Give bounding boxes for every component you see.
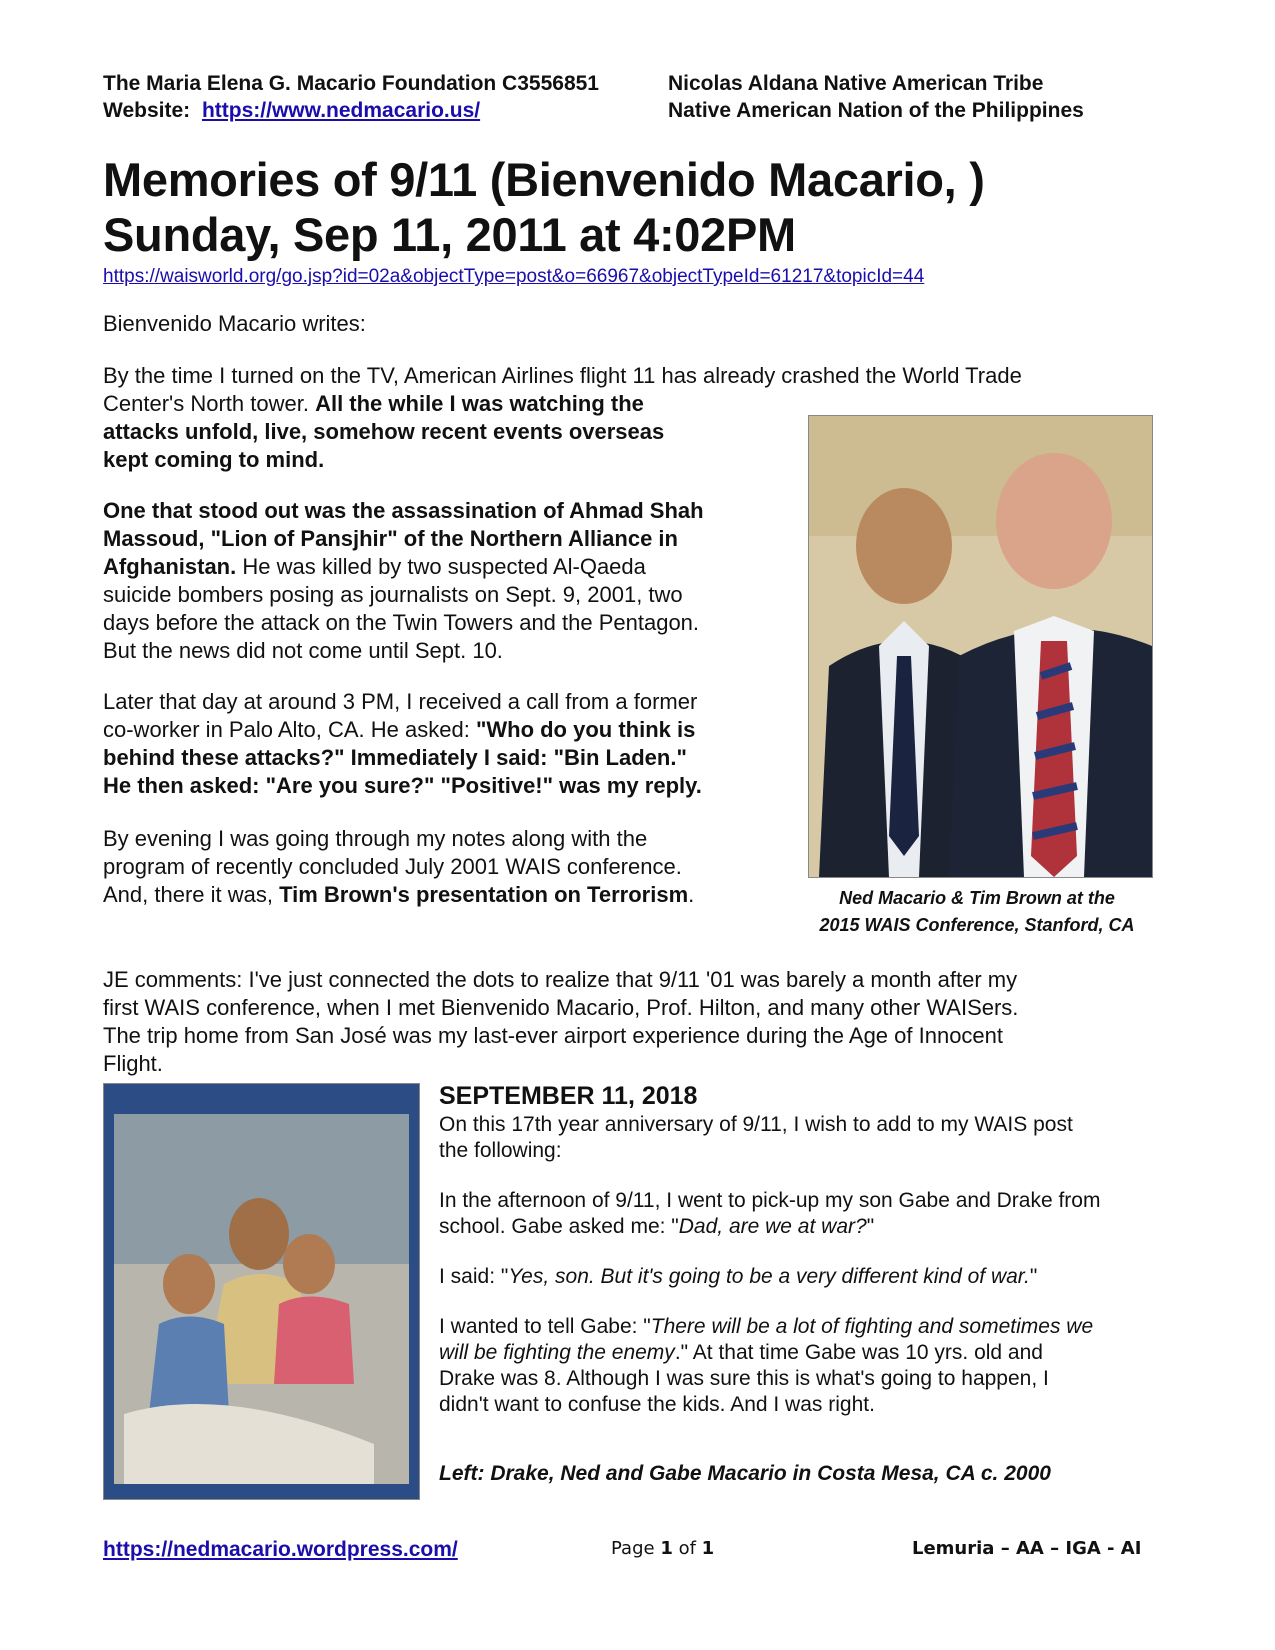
- p2-line-1: One that stood out was the assassination of Ahmad Shah: [103, 498, 704, 523]
- section-d-line-1: [439, 1314, 1159, 1340]
- p2-line-5: days before the attack on the Twin Towers and the Pentagon.: [103, 610, 700, 635]
- title-line-2: Sunday, Sep 11, 2011 at 4:02PM: [103, 208, 796, 261]
- photo-macario-brown: [808, 415, 1153, 878]
- nation-name: Native American Nation of the Philippines: [668, 99, 1084, 122]
- source-url[interactable]: [103, 266, 924, 288]
- je-line-2: first WAIS conference, when I met Bienvenido Macario, Prof. Hilton, and many other WAISers.: [103, 995, 1019, 1020]
- section-d-line-2-italic: will be fighting the enemy: [439, 1341, 675, 1364]
- footer-right-text: Lemuria – AA – IGA - AI: [912, 1538, 1142, 1559]
- photo-macario-family-illustration: [104, 1084, 419, 1499]
- photo2-caption: Left: Drake, Ned and Gabe Macario in Costa Mesa, CA c. 2000: [439, 1462, 1051, 1485]
- section-d-line-1-italic: There will be a lot of fighting and sometimes we: [650, 1315, 1094, 1338]
- section-b-line-2: [439, 1214, 1159, 1240]
- page-of: of: [672, 1538, 702, 1559]
- p3-line-1: Later that day at around 3 PM, I received a call from a former: [103, 689, 698, 714]
- p1-line-2: [103, 390, 1233, 418]
- page-title: [103, 152, 985, 262]
- p2-line-3-bold: Afghanistan.: [103, 554, 237, 579]
- p4-line-3-end: .: [688, 882, 695, 907]
- section-a-line-1: On this 17th year anniversary of 9/11, I wish to add to my WAIS post: [439, 1113, 1073, 1136]
- p1-line-1: By the time I turned on the TV, American Airlines flight 11 has already crashed the World Trade: [103, 363, 1022, 388]
- p3-line-2-plain: co-worker in Palo Alto, CA. He asked:: [103, 717, 476, 742]
- p2-line-2: Massoud, "Lion of Pansjhir" of the Northern Alliance in: [103, 526, 678, 551]
- p3-line-2: [103, 716, 783, 744]
- je-line-4: Flight.: [103, 1051, 163, 1076]
- photo-macario-family: [103, 1083, 420, 1500]
- section-b-line-2-end: ": [866, 1215, 875, 1238]
- p4-line-3: [103, 881, 783, 909]
- section-d-line-2: [439, 1340, 1159, 1366]
- section-d-line-2-plain: ." At that time Gabe was 10 yrs. old and: [674, 1341, 1043, 1364]
- footer-link[interactable]: https://nedmacario.wordpress.com/: [103, 1538, 458, 1561]
- section-d-line-4: didn't want to confuse the kids. And I was right.: [439, 1393, 875, 1416]
- section-heading: SEPTEMBER 11, 2018: [439, 1082, 698, 1110]
- p1-line-4: kept coming to mind.: [103, 447, 325, 472]
- website-label: Website:: [103, 99, 191, 122]
- paragraph-2: [103, 497, 783, 665]
- section-d-line-1-plain: I wanted to tell Gabe: ": [439, 1315, 651, 1338]
- p2-line-6: But the news did not come until Sept. 10.: [103, 638, 503, 663]
- je-line-1: JE comments: I've just connected the dots to realize that 9/11 '01 was barely a month after my: [103, 967, 1018, 992]
- paragraph-4: [103, 825, 783, 909]
- p4-line-2: program of recently concluded July 2001 WAIS conference.: [103, 854, 682, 879]
- p1-line-2-plain: Center's North tower.: [103, 391, 316, 416]
- photo-macario-brown-illustration: [809, 416, 1152, 877]
- p4-line-3-bold: Tim Brown's presentation on Terrorism: [279, 882, 689, 907]
- photo1-caption: [782, 885, 1172, 939]
- section-c-plain: I said: ": [439, 1265, 509, 1288]
- footer-link-wrap[interactable]: [103, 1538, 458, 1562]
- section-c-line: [439, 1264, 1159, 1290]
- section-c-end: ": [1029, 1265, 1038, 1288]
- section-b-line-2-italic: Dad, are we at war?: [678, 1215, 867, 1238]
- tribe-name: Nicolas Aldana Native American Tribe: [668, 72, 1044, 95]
- p4-line-3-plain: And, there it was,: [103, 882, 280, 907]
- website-link[interactable]: https://www.nedmacario.us/: [201, 99, 481, 122]
- p2-line-3-plain: He was killed by two suspected Al-Qaeda: [236, 554, 646, 579]
- section-b-line-2-plain: school. Gabe asked me: ": [439, 1215, 679, 1238]
- page-prefix: Page: [611, 1538, 661, 1559]
- section-d-line-3: Drake was 8. Although I was sure this is what's going to happen, I: [439, 1367, 1049, 1390]
- p3-line-4: He then asked: "Are you sure?" "Positive!" was my reply.: [103, 773, 702, 798]
- page-number: [611, 1538, 714, 1559]
- section-b-line-1: In the afternoon of 9/11, I went to pick-up my son Gabe and Drake from: [439, 1189, 1101, 1212]
- photo1-caption-line-2: 2015 WAIS Conference, Stanford, CA: [819, 915, 1135, 935]
- je-line-3: The trip home from San José was my last-ever airport experience during the Age of Innocent: [103, 1023, 1004, 1048]
- section-a-line-2: the following:: [439, 1139, 562, 1162]
- website-line: [103, 97, 480, 124]
- intro-text: Bienvenido Macario writes:: [103, 311, 366, 336]
- p3-line-3: behind these attacks?" Immediately I said: "Bin Laden.": [103, 745, 687, 770]
- section-c-italic: Yes, son. But it's going to be a very different kind of war.: [508, 1265, 1030, 1288]
- p2-line-3: [103, 553, 783, 581]
- p4-line-1: By evening I was going through my notes along with the: [103, 826, 648, 851]
- p1-line-2-bold: All the while I was watching the: [315, 391, 644, 416]
- section-body: [439, 1112, 1159, 1418]
- foundation-name: The Maria Elena G. Macario Foundation C3556851: [103, 72, 599, 95]
- source-url-link[interactable]: https://waisworld.org/go.jsp?id=02a&objectType=post&o=66967&objectTypeId=61217&topicId=44: [103, 266, 925, 287]
- photo1-caption-line-1: Ned Macario & Tim Brown at the: [839, 888, 1115, 908]
- je-comments: [103, 966, 1243, 1078]
- page-total: 1: [701, 1538, 715, 1559]
- p3-line-2-bold: "Who do you think is: [475, 717, 696, 742]
- page-current: 1: [660, 1538, 673, 1559]
- p1-line-3: attacks unfold, live, somehow recent events overseas: [103, 419, 665, 444]
- title-line-1: Memories of 9/11 (Bienvenido Macario, ): [103, 153, 985, 206]
- p2-line-4: suicide bombers posing as journalists on Sept. 9, 2001, two: [103, 582, 683, 607]
- paragraph-3: [103, 688, 783, 800]
